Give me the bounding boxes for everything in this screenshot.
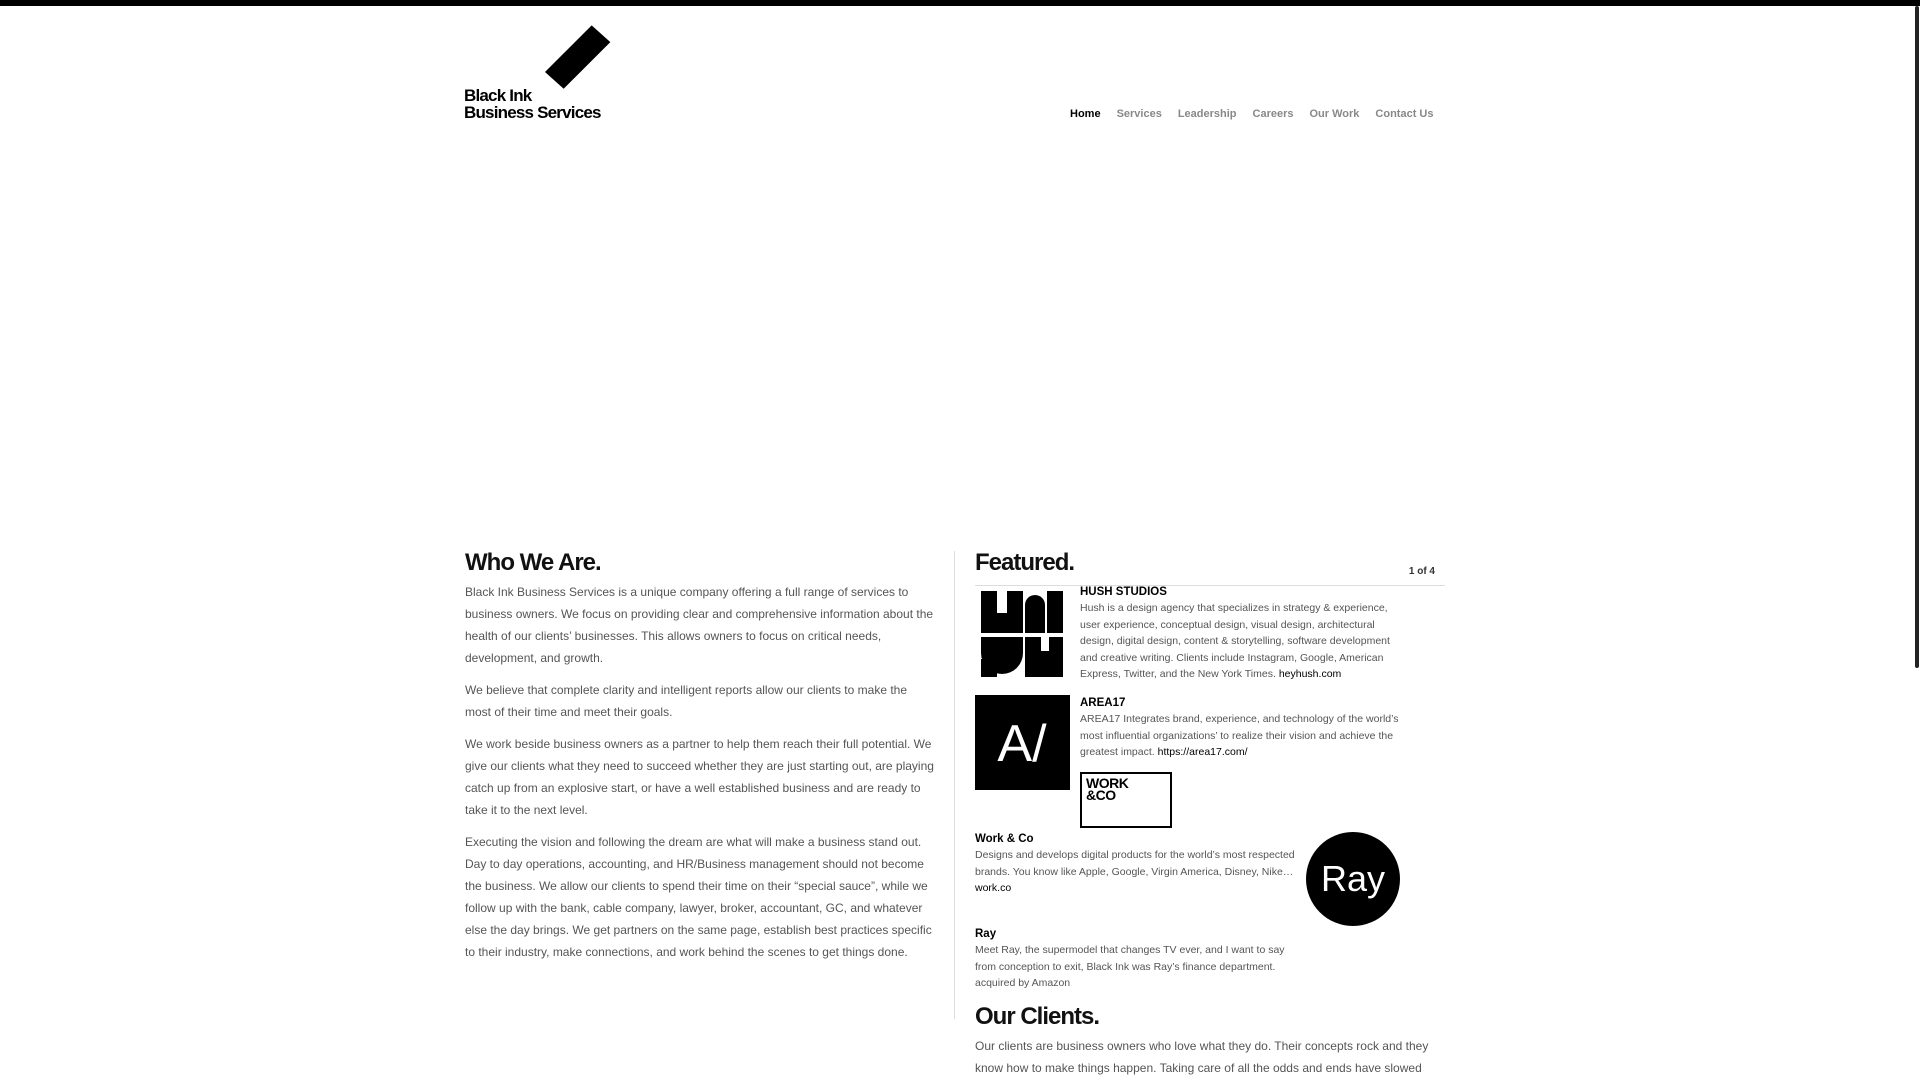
feature-item-area17 [1080, 695, 1410, 761]
area17-logo[interactable] [975, 695, 1070, 790]
who-we-are-title: Who We Are. [465, 549, 601, 576]
top-border [0, 0, 1920, 6]
ray-logo-text: Ray [1320, 858, 1386, 899]
slash-mark-icon [545, 24, 615, 92]
nav-leadership[interactable]: Leadership [1177, 108, 1237, 120]
feature-item-hush [1080, 584, 1410, 683]
feature-item-ray [975, 926, 1305, 992]
workco-logo[interactable] [1080, 772, 1172, 828]
feature-link[interactable]: https://area17.com/ [1157, 746, 1248, 758]
logo-line-1: Black Ink [464, 86, 532, 105]
feature-description: Designs and develops digital products for the world’s most respected brands. You know like Apple, Google, Virgin America, Disney, Nike… [975, 849, 1295, 878]
feature-item-workco [975, 831, 1295, 897]
ray-logo-icon [1305, 831, 1401, 927]
workco-logo-line-2: &CO [1086, 787, 1116, 803]
nav-contact-us[interactable]: Contact Us [1375, 108, 1434, 120]
nav-our-work[interactable]: Our Work [1309, 108, 1360, 120]
nav-careers[interactable]: Careers [1252, 108, 1294, 120]
featured-header [975, 549, 1445, 586]
who-paragraph: We work beside business owners as a partner to help them reach their full potential. We give our clients what they need to succeed whether they are just starting out, are playing catch up from an explosive start, or have a well established business and are ready to take it to the next level. [465, 737, 934, 817]
main-nav [1070, 108, 1449, 120]
feature-title: AREA17 [1080, 697, 1126, 709]
feature-title: Ray [975, 928, 997, 940]
logo-wordmark [464, 87, 601, 121]
logo-line-2: Business Services [464, 103, 601, 122]
feature-link[interactable]: heyhush.com [1278, 668, 1342, 680]
who-paragraph: Black Ink Business Services is a unique company offering a full range of services to business owners. We focus on providing clear and comprehensive information about the health of our clients’ businesses. This allows owners to focus on critical needs, development, and growth. [465, 585, 934, 665]
who-paragraph: Executing the vision and following the dream are what will make a business stand out. Day to day operations, accounting, and HR/Business management should not become the business. We allow our clients to spend their time on their “special sauce”, while we follow up with the bank, cable company, lawyer, broker, accountant, GC, and whatever else the day brings. We get partners on the same page, establish best practices specific to their industry, make connections, and work behind the scenes to get things done. [465, 835, 932, 959]
who-we-are-section [465, 549, 935, 973]
nav-services[interactable]: Services [1116, 108, 1162, 120]
hush-logo-icon [975, 587, 1069, 681]
featured-pager[interactable]: 1 of 4 [1408, 566, 1435, 577]
clients-paragraph: Our clients are business owners who love what they do. Their concepts rock and they know how to make things happen. Taking care of all the odds and ends have slowed [975, 1039, 1429, 1075]
area17-logo-text: A/ [997, 715, 1047, 773]
scrollbar-thumb[interactable] [1915, 6, 1919, 668]
feature-description: Hush is a design agency that specializes in strategy & experience, user experience, conceptual design, visual design, architectural design, digital design, content & storytelling, software development and creative writing. Clients include Instagram, Google, American Express, Twitter, and the New York Times. [1080, 602, 1390, 680]
our-clients-section [975, 1003, 1445, 1089]
feature-title: HUSH STUDIOS [1080, 586, 1167, 598]
feature-link[interactable]: work.co [975, 882, 1012, 894]
featured-section [975, 549, 1445, 586]
feature-description: Meet Ray, the supermodel that changes TV ever, and I want to say from conception to exit, Black Ink was Ray’s finance department. acquired by Amazon [975, 944, 1285, 989]
who-paragraph: We believe that complete clarity and intelligent reports allow our clients to make the most of their time and meet their goals. [465, 683, 908, 719]
column-divider [954, 551, 955, 1019]
our-clients-title: Our Clients. [975, 1003, 1100, 1030]
nav-home[interactable]: Home [1070, 108, 1101, 120]
feature-title: Work & Co [975, 833, 1034, 845]
area17-logo-icon [975, 695, 1070, 790]
hush-studios-logo[interactable] [975, 587, 1069, 681]
feature-description: AREA17 Integrates brand, experience, and technology of the world’s most influential organizations’ to realize their vision and achieve the greatest impact. [1080, 713, 1399, 758]
workco-logo-line-1: WORK [1086, 775, 1129, 791]
featured-title: Featured. [975, 549, 1075, 576]
ray-logo[interactable] [1305, 831, 1401, 927]
